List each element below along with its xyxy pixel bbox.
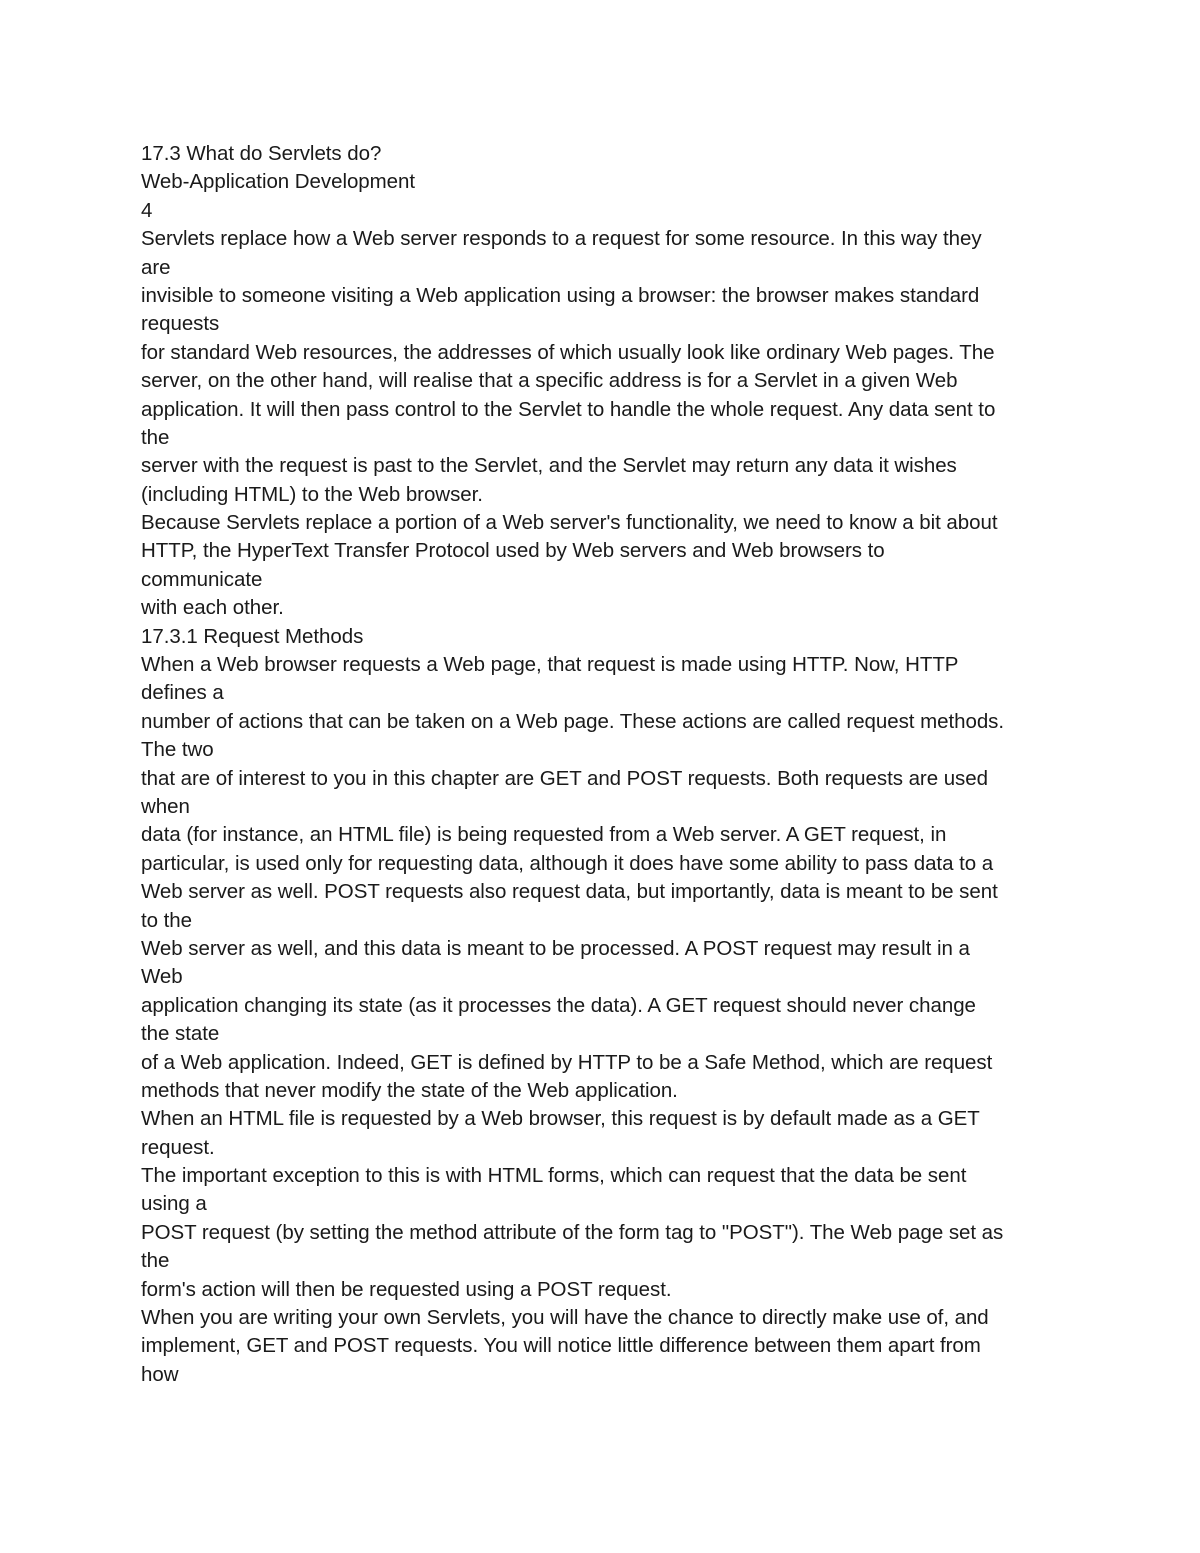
text-line: the bbox=[141, 425, 170, 449]
text-line: when bbox=[141, 794, 190, 818]
text-line: for standard Web resources, the addresses of which usually look like ordinary Web pages. The bbox=[141, 340, 995, 364]
text-line: 4 bbox=[141, 198, 153, 222]
document-body bbox=[141, 140, 1071, 1389]
text-line: implement, GET and POST requests. You will notice little difference between them apart from bbox=[141, 1334, 981, 1358]
text-line: POST request (by setting the method attribute of the form tag to "POST"). The Web page set as bbox=[141, 1220, 1004, 1244]
text-line: invisible to someone visiting a Web application using a browser: the browser makes standard bbox=[141, 283, 980, 307]
text-line: with each other. bbox=[141, 596, 284, 620]
text-line: When a Web browser requests a Web page, that request is made using HTTP. Now, HTTP bbox=[141, 653, 959, 677]
text-line: requests bbox=[141, 312, 220, 336]
text-line: to the bbox=[141, 908, 192, 932]
text-line: The two bbox=[141, 738, 214, 762]
text-line: of a Web application. Indeed, GET is defined by HTTP to be a Safe Method, which are request bbox=[141, 1050, 993, 1074]
text-line: are bbox=[141, 255, 171, 279]
text-line: Web server as well, and this data is meant to be processed. A POST request may result in a bbox=[141, 936, 970, 960]
text-line: communicate bbox=[141, 567, 263, 591]
text-line: Web-Application Development bbox=[141, 170, 416, 194]
text-line: (including HTML) to the Web browser. bbox=[141, 482, 483, 506]
text-line: that are of interest to you in this chapter are GET and POST requests. Both requests are used bbox=[141, 766, 988, 790]
text-line: The important exception to this is with HTML forms, which can request that the data be sent bbox=[141, 1164, 967, 1188]
text-line: Because Servlets replace a portion of a Web server's functionality, we need to know a bit about bbox=[141, 511, 998, 535]
text-line: application changing its state (as it processes the data). A GET request should never change bbox=[141, 993, 976, 1017]
text-line: number of actions that can be taken on a Web page. These actions are called request methods. bbox=[141, 709, 1005, 733]
text-line: how bbox=[141, 1362, 179, 1386]
text-line: methods that never modify the state of the Web application. bbox=[141, 1078, 678, 1102]
text-line: request. bbox=[141, 1135, 215, 1159]
text-line: Web server as well. POST requests also request data, but importantly, data is meant to be sent bbox=[141, 880, 998, 904]
subsection-heading: 17.3.1 Request Methods bbox=[141, 624, 364, 648]
text-line: the bbox=[141, 1249, 170, 1273]
section-heading: 17.3 What do Servlets do? bbox=[141, 142, 382, 165]
text-line: Servlets replace how a Web server responds to a request for some resource. In this way they bbox=[141, 227, 982, 251]
text-line: HTTP, the HyperText Transfer Protocol used by Web servers and Web browsers to bbox=[141, 539, 885, 563]
text-line: defines a bbox=[141, 681, 224, 705]
text-line: data (for instance, an HTML file) is being requested from a Web server. A GET request, in bbox=[141, 823, 947, 847]
text-line: When you are writing your own Servlets, you will have the chance to directly make use of, and bbox=[141, 1306, 989, 1330]
text-line: When an HTML file is requested by a Web browser, this request is by default made as a GET bbox=[141, 1107, 980, 1131]
text-line: application. It will then pass control to the Servlet to handle the whole request. Any data sent to bbox=[141, 397, 996, 421]
text-line: server, on the other hand, will realise that a specific address is for a Servlet in a given Web bbox=[141, 369, 958, 393]
text-line: particular, is used only for requesting data, although it does have some ability to pass data to a bbox=[141, 851, 994, 875]
text-line: server with the request is past to the Servlet, and the Servlet may return any data it wishes bbox=[141, 454, 957, 478]
text-line: form's action will then be requested using a POST request. bbox=[141, 1277, 672, 1301]
text-line: the state bbox=[141, 1022, 220, 1046]
text-line: using a bbox=[141, 1192, 207, 1216]
text-line: Web bbox=[141, 965, 183, 989]
